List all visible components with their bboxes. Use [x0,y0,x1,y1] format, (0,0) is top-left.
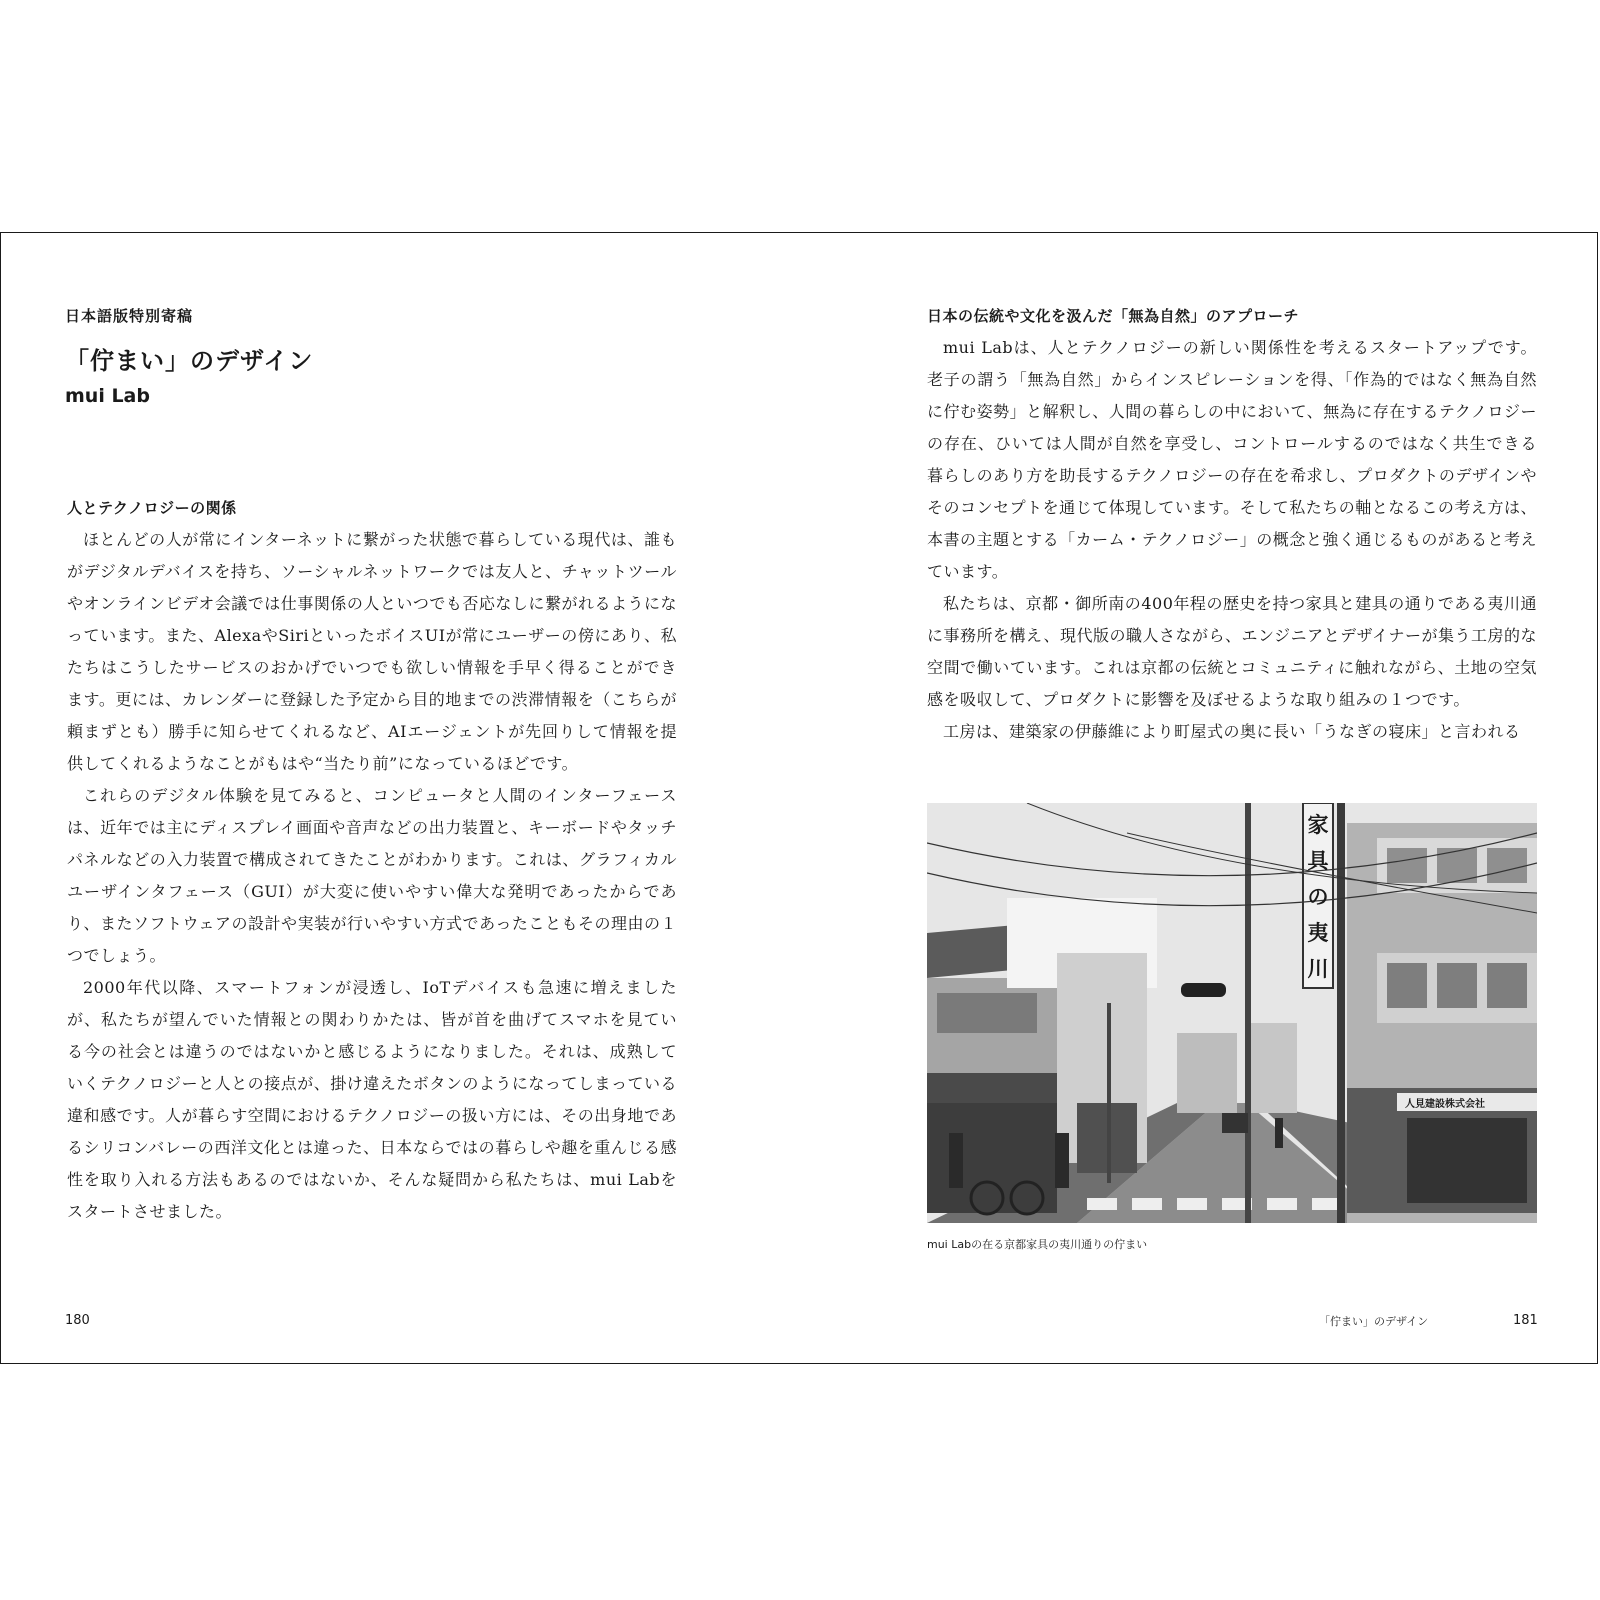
sign-char: 川 [1307,957,1329,981]
section-heading: 日本の伝統や文化を汲んだ「無為自然」のアプローチ [927,307,1300,325]
body-paragraph: 私たちは、京都・御所南の400年程の歴史を持つ家具と建具の通りである夷川通に事務所を構え、現代版の職人さながら、エンジニアとデザイナーが集う工房的な空間で働いています。これは京都の伝統とコミュニティに触れながら、土地の空気感を吸収して、プロダクトに影響を及ぼせるような取り組みの１つです。 [927,594,1537,709]
photo-caption: mui Labの在る京都家具の夷川通りの佇まい [927,1238,1148,1251]
article-author: mui Lab [65,385,150,407]
article-title: 「佇まい」のデザイン [65,347,314,375]
running-head: 「佇まい」のデザイン [1319,1315,1429,1328]
shop-sign: 人見建設株式会社 [1405,1099,1485,1110]
street-photo [927,803,1537,1223]
street-photo-illustration [927,803,1537,1223]
page-number-right: 181 [1513,1313,1538,1328]
body-paragraph: 工房は、建築家の伊藤維により町屋式の奥に長い「うなぎの寝床」と言われる [943,722,1521,741]
sign-char: の [1307,885,1329,909]
right-page-body [927,305,1537,748]
left-page-body [67,497,677,1228]
body-paragraph: 2000年代以降、スマートフォンが浸透し、IoTデバイスも急速に増えましたが、私たちが望んでいた情報との関わりかたは、皆が首を曲げてスマホを見ている今の社会とは違うのではないかと感じるようになりました。それは、成熟していくテクノロジーと人との接点が、掛け違えたボタンのようになってしまっている違和感です。人が暮らす空間におけるテクノロジーの扱い方には、その出身地であるシリコンバレーの西洋文化とは違った、日本ならではの暮らしや趣を重んじる感性を取り入れる方法もあるのではないか、そんな疑問から私たちは、mui Labをスタートさせました。 [67,978,677,1221]
body-paragraph: mui Labは、人とテクノロジーの新しい関係性を考えるスタートアップです。老子の謂う「無為自然」からインスピレーションを得、「作為的ではなく無為自然に佇む姿勢」と解釈し、人間の暮らしの中において、無為に存在するテクノロジーの存在、ひいては人間が自然を享受し、コントロールするのではなく共生できる暮らしのあり方を助長するテクノロジーの存在を希求し、プロダクトのデザインやそのコンセプトを通じて体現しています。そして私たちの軸となるこの考え方は、本書の主題とする「カーム・テクノロジー」の概念と強く通じるものがあると考えています。 [927,338,1537,581]
body-paragraph: これらのデジタル体験を見てみると、コンピュータと人間のインターフェースは、近年では主にディスプレイ画面や音声などの出力装置と、キーボードやタッチパネルなどの入力装置で構成されてきたことがわかります。これは、グラフィカルユーザインタフェース（GUI）が大変に使いやすい偉大な発明であったからであり、またソフトウェアの設計や実装が行いやすい方式であったこともその理由の１つでしょう。 [67,786,677,965]
sign-char: 具 [1307,849,1329,873]
vertical-shop-sign [1303,807,1333,987]
article-kicker: 日本語版特別寄稿 [65,307,194,325]
sign-char: 夷 [1307,921,1329,945]
body-paragraph: ほとんどの人が常にインターネットに繋がった状態で暮らしている現代は、誰もがデジタルデバイスを持ち、ソーシャルネットワークでは友人と、チャットツールやオンラインビデオ会議では仕事関係の人といつでも否応なしに繋がれるようになっています。また、AlexaやSiriといったボイスUIが常にユーザーの傍にあり、私たちはこうしたサービスのおかげでいつでも欲しい情報を手早く得ることができます。更には、カレンダーに登録した予定から目的地までの渋滞情報を（こちらが頼まずとも）勝手に知らせてくれるなど、AIエージェントが先回りして情報を提供してくれるようなことがもはや“当たり前”になっているほどです。 [67,530,677,773]
page-number-left: 180 [65,1313,90,1328]
section-heading: 人とテクノロジーの関係 [67,499,237,517]
sign-char: 家 [1307,813,1329,837]
book-spread [0,232,1598,1364]
